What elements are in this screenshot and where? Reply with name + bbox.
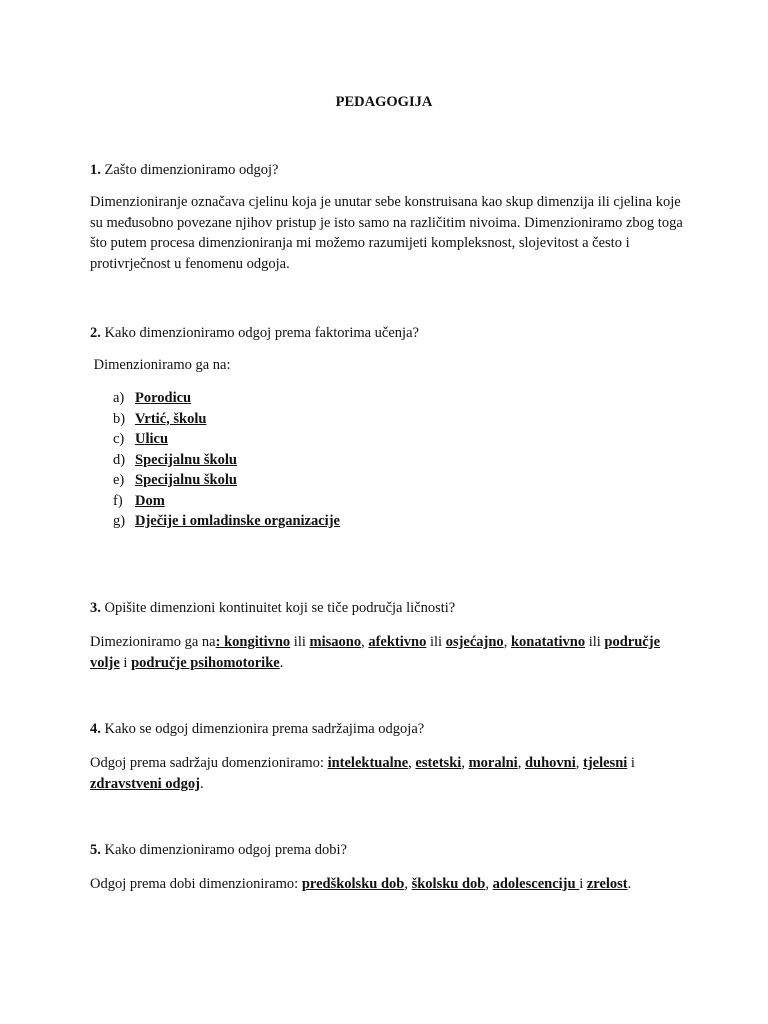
question-text: Opišite dimenzioni kontinuitet koji se tiče područja ličnosti? xyxy=(100,600,456,616)
question-5 xyxy=(90,840,690,860)
question-2 xyxy=(90,323,690,343)
question-number: 4. xyxy=(90,721,101,737)
term-zrelost: zrelost xyxy=(586,876,628,892)
answer-text: ili xyxy=(426,634,446,650)
list-marker: c) xyxy=(113,431,125,447)
question-1 xyxy=(90,160,690,180)
term-skolska-dob: školsku dob xyxy=(411,876,486,892)
answer-text: , xyxy=(361,634,369,650)
term-osjecajno: osjećajno xyxy=(445,634,504,650)
answer-1: Dimenzioniranje označava cjelinu koja je unutar sebe konstruisana kao skup dimenzija ili cjelina koje su međusobno povezane njihov pristup je isto samo na različitim nivoima. Dimenzioniramo zbog toga što putem procesa dimenzioniranja mi možemo razumijeti kompleksnost, slojevitost a često i protivrječnost u fenomenu odgoja. xyxy=(90,194,683,272)
question-4 xyxy=(90,719,690,739)
answer-text: , xyxy=(575,755,583,771)
list-item-text: Porodicu xyxy=(135,390,192,406)
answer-text: Odgoj prema dobi dimenzioniramo: xyxy=(90,876,302,892)
answer-text: , xyxy=(503,634,511,650)
term-konatativno: konatativno xyxy=(510,634,586,650)
question-text: Kako se odgoj dimenzionira prema sadržajima odgoja? xyxy=(100,721,425,737)
term-intelektualne: intelektualne xyxy=(327,755,409,771)
list-marker: f) xyxy=(113,492,123,509)
question-number: 5. xyxy=(90,842,101,858)
list-item-text: Dom xyxy=(135,492,165,509)
list-marker: g) xyxy=(113,513,126,529)
list-marker: d) xyxy=(113,451,126,468)
term-tjelesni: tjelesni xyxy=(583,755,628,771)
list-item xyxy=(90,491,340,512)
answer-text: i xyxy=(579,876,587,892)
answer-5 xyxy=(90,874,690,895)
answer-text: . xyxy=(279,654,284,671)
list-marker: e) xyxy=(113,472,125,488)
term-duhovni: duhovni xyxy=(524,755,576,771)
answer-text: , xyxy=(461,755,469,771)
answer-text: ili xyxy=(585,634,605,650)
list-item xyxy=(90,450,340,471)
page-title: PEDAGOGIJA xyxy=(335,94,433,110)
list-item xyxy=(90,470,340,491)
list-item-text: Dječije i omladinske organizacije xyxy=(135,513,340,529)
list-marker: a) xyxy=(113,390,125,406)
answer-4 xyxy=(90,753,690,794)
question-number: 1. xyxy=(90,162,101,178)
list-item-text: Specijalnu školu xyxy=(135,451,237,468)
list-item xyxy=(90,388,340,409)
question-number: 3. xyxy=(90,600,101,616)
term-podrucje-volje: područje volje xyxy=(90,634,661,671)
term-afektivno: afektivno xyxy=(368,634,427,650)
list-item xyxy=(90,511,340,532)
list-item-text: Ulicu xyxy=(135,431,169,447)
question-number: 2. xyxy=(90,325,101,341)
term-zdravstveni-odgoj: zdravstveni odgoj xyxy=(90,775,200,792)
list-marker: b) xyxy=(113,410,126,427)
list-item xyxy=(90,429,340,450)
answer-text: . xyxy=(627,876,632,892)
term-misaono: misaono xyxy=(309,634,362,650)
answer-text: i xyxy=(119,654,132,671)
list-item-text: Vrtić, školu xyxy=(135,410,207,427)
answer-text: ili xyxy=(290,634,310,650)
question-text: Kako dimenzioniramo odgoj prema dobi? xyxy=(100,842,347,858)
term-adolescencija: adolescenciju xyxy=(492,876,580,892)
answer-text: Dimezioniramo ga na xyxy=(90,634,216,650)
answer-text: , xyxy=(408,755,416,771)
answer-text: , xyxy=(485,876,493,892)
factor-list xyxy=(90,388,340,532)
question-text: Zašto dimenzioniramo odgoj? xyxy=(100,162,279,178)
question-3 xyxy=(90,598,690,618)
answer-text: , xyxy=(404,876,412,892)
term-moralni: moralni xyxy=(468,755,518,771)
term-kongitivno: : kongitivno xyxy=(215,634,291,650)
answer-3 xyxy=(90,632,690,673)
answer-text: , xyxy=(517,755,525,771)
question-text: Kako dimenzioniramo odgoj prema faktorima učenja? xyxy=(100,325,419,341)
term-predskolska-dob: predškolsku dob xyxy=(301,876,405,892)
answer-text: . xyxy=(199,775,204,792)
answer-text: i xyxy=(627,755,635,771)
answer-2-intro: Dimenzioniramo ga na: xyxy=(90,357,231,373)
answer-text: Odgoj prema sadržaju domenzioniramo: xyxy=(90,755,328,771)
list-item-text: Specijalnu školu xyxy=(135,472,237,488)
list-item xyxy=(90,409,340,430)
term-podrucje-psihomotorike: područje psihomotorike xyxy=(131,654,280,671)
term-estetski: estetski xyxy=(415,755,462,771)
